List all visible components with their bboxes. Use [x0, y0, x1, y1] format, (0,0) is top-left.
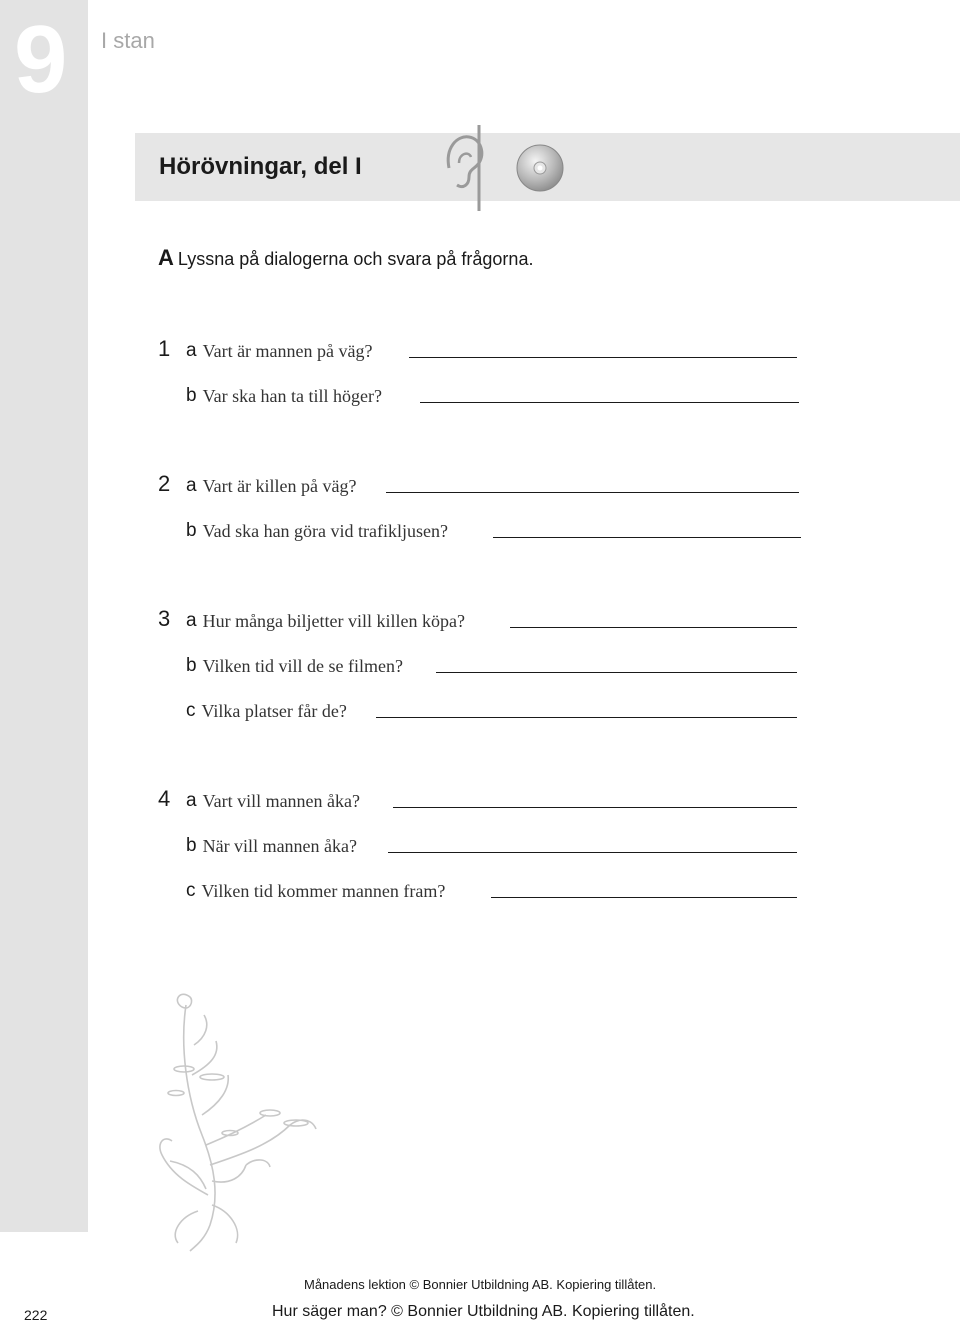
part-letter: b: [186, 385, 197, 406]
question-text: Vart är killen på väg?: [202, 476, 357, 496]
question-text: Vart är mannen på väg?: [202, 341, 373, 361]
question-3b: [158, 651, 403, 677]
answer-line-3a[interactable]: [510, 627, 797, 628]
answer-line-2a[interactable]: [386, 492, 799, 493]
part-letter: b: [186, 835, 197, 856]
question-3a: [158, 606, 465, 632]
part-letter: a: [186, 790, 197, 811]
question-3c: [158, 696, 347, 722]
chapter-title: I stan: [101, 28, 155, 53]
question-1b: [158, 381, 382, 407]
ear-icon: [435, 123, 495, 213]
answer-line-1b[interactable]: [420, 402, 799, 403]
floral-ornament-icon: [150, 985, 350, 1255]
chapter-number: 9: [14, 6, 68, 113]
section-title: Hörövningar, del I: [159, 153, 362, 180]
question-2a: [158, 471, 357, 497]
exercise-instruction: [158, 245, 533, 271]
question-number: 2: [158, 471, 171, 496]
question-text: Vad ska han göra vid trafikljusen?: [202, 521, 449, 541]
part-letter: b: [186, 520, 197, 541]
question-4c: [158, 876, 445, 902]
cd-icon: [515, 143, 565, 193]
question-2b: [158, 516, 448, 542]
question-text: Vilken tid vill de se filmen?: [202, 656, 403, 676]
part-letter: a: [186, 610, 197, 631]
part-letter: c: [186, 700, 196, 721]
answer-line-3b[interactable]: [436, 672, 797, 673]
side-bar: [0, 0, 88, 1232]
footer-copyright-1: Månadens lektion © Bonnier Utbildning AB. Kopiering tillåten.: [304, 1277, 657, 1292]
answer-line-4a[interactable]: [393, 807, 797, 808]
answer-line-4b[interactable]: [388, 852, 797, 853]
question-text: Vilka platser får de?: [201, 701, 347, 721]
page-number: 222: [24, 1307, 48, 1323]
question-text: Vilken tid kommer mannen fram?: [201, 881, 446, 901]
exercise-letter: A: [158, 245, 174, 270]
question-text: Vart vill mannen åka?: [202, 791, 361, 811]
answer-line-4c[interactable]: [491, 897, 797, 898]
question-text: Var ska han ta till höger?: [202, 386, 383, 406]
question-text: Hur många biljetter vill killen köpa?: [202, 611, 466, 631]
part-letter: c: [186, 880, 196, 901]
question-number: 3: [158, 606, 171, 631]
question-1a: [158, 336, 373, 362]
answer-line-3c[interactable]: [376, 717, 797, 718]
instruction-text: Lyssna på dialogerna och svara på frågorna.: [177, 249, 534, 269]
answer-line-2b[interactable]: [493, 537, 801, 538]
part-letter: a: [186, 475, 197, 496]
answer-line-1a[interactable]: [409, 357, 797, 358]
question-text: När vill mannen åka?: [202, 836, 358, 856]
footer-copyright-2: Hur säger man? © Bonnier Utbildning AB. Kopiering tillåten.: [272, 1303, 695, 1320]
question-4b: [158, 831, 357, 857]
part-letter: a: [186, 340, 197, 361]
question-number: 4: [158, 786, 171, 811]
section-header: [135, 133, 960, 201]
question-number: 1: [158, 336, 171, 361]
question-4a: [158, 786, 360, 812]
part-letter: b: [186, 655, 197, 676]
